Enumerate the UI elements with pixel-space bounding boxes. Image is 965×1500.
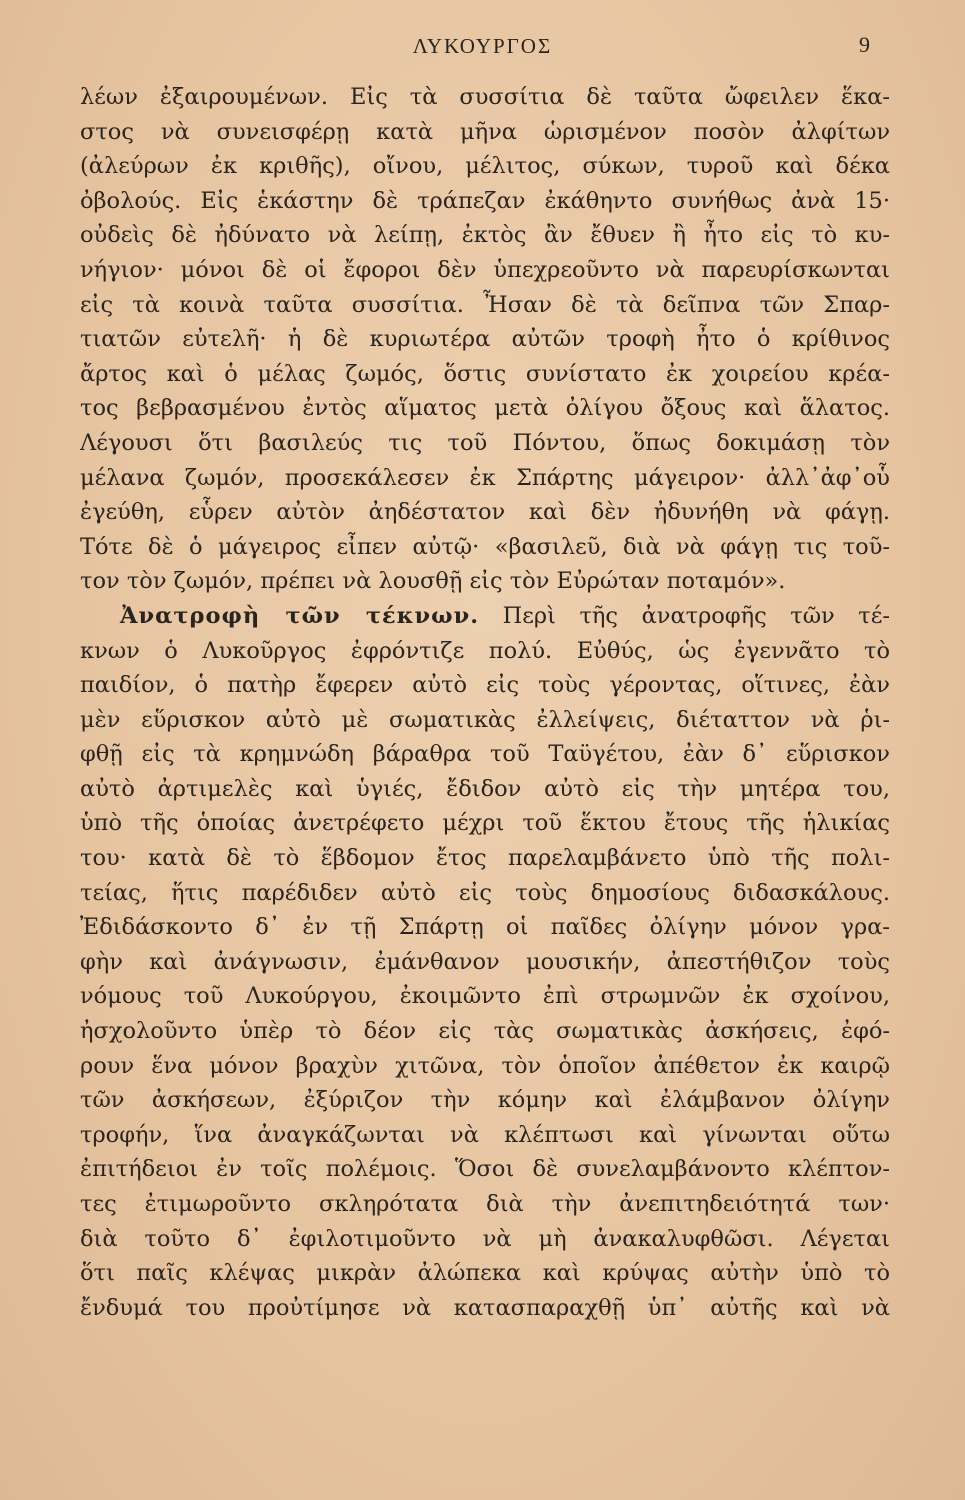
section-heading-line bbox=[80, 599, 890, 634]
section-heading: Ἀνατροφὴ τῶν τέκνων. bbox=[120, 602, 480, 629]
text-line: τες ἐτιμωροῦντο σκληρότατα διὰ τὴν ἀνεπιτηδειότητά των· bbox=[80, 1191, 890, 1217]
text-line: μέλανα ζωμόν, προσεκάλεσεν ἐκ Σπάρτης μάγειρον· ἀλλ᾽ἀφ᾽οὗ bbox=[80, 464, 890, 491]
text-line: ρουν ἕνα μόνον βραχὺν χιτῶνα, τὸν ὁποῖον ἀπέθετον ἐκ καιρῷ bbox=[80, 1052, 890, 1079]
text-line: παιδίον, ὁ πατὴρ ἔφερεν αὐτὸ εἰς τοὺς γέροντας, οἵτινες, ἐὰν bbox=[80, 672, 890, 699]
section-first-text: Περὶ τῆς ἀνατροφῆς τῶν τέ- bbox=[502, 602, 890, 629]
text-line: τροφήν, ἵνα ἀναγκάζωνται νὰ κλέπτωσι καὶ γίνωνται οὕτω bbox=[80, 1121, 890, 1148]
text-line: νήγιον· μόνοι δὲ οἱ ἔφοροι δὲν ὑπεχρεοῦντο νὰ παρευρίσκωνται bbox=[80, 256, 890, 283]
text-line: τος βεβρασμένου ἐντὸς αἵματος μετὰ ὀλίγου ὄξους καὶ ἅλατος. bbox=[80, 395, 890, 422]
text-line: φὴν καὶ ἀνάγνωσιν, ἐμάνθανον μουσικήν, ἀπεστήθιζον τοὺς bbox=[80, 948, 890, 975]
text-line: φθῇ εἰς τὰ κρημνώδη βάραθρα τοῦ Ταϋγέτου, ἐὰν δ᾽ εὕρισκον bbox=[80, 741, 890, 768]
text-line: Τότε δὲ ὁ μάγειρος εἶπεν αὐτῷ· «βασιλεῦ, διὰ νὰ φάγῃ τις τοῦ- bbox=[80, 533, 890, 560]
text-line: τείας, ἥτις παρέδιδεν αὐτὸ εἰς τοὺς δημοσίους διδασκάλους. bbox=[80, 879, 890, 906]
body-text bbox=[80, 80, 890, 1325]
text-line: Ἐδιδάσκοντο δ᾽ ἐν τῇ Σπάρτῃ οἱ παῖδες ὀλίγην μόνον γρα- bbox=[80, 914, 890, 941]
text-line: του· κατὰ δὲ τὸ ἕβδομον ἔτος παρελαμβάνετο ὑπὸ τῆς πολι- bbox=[80, 845, 890, 872]
text-line: ἔνδυμά του προὐτίμησε νὰ κατασπαραχθῇ ὑπ᾽ αὐτῆς καὶ νὰ bbox=[80, 1294, 890, 1321]
text-line: Λέγουσι ὅτι βασιλεύς τις τοῦ Πόντου, ὅπως δοκιμάσῃ τὸν bbox=[80, 429, 890, 456]
text-line: τιατῶν εὐτελῆ· ἡ δὲ κυριωτέρα αὐτῶν τροφὴ ἦτο ὁ κρίθινος bbox=[80, 326, 890, 353]
text-line: λέων ἐξαιρουμένων. Εἰς τὰ συσσίτια δὲ ταῦτα ὤφειλεν ἕκα- bbox=[80, 84, 890, 110]
running-title: ΛΥΚΟΥΡΓΟΣ bbox=[412, 34, 553, 58]
text-line: ἐγεύθη, εὗρεν αὐτὸν ἀηδέστατον καὶ δὲν ἠδυνήθη νὰ φάγῃ. bbox=[80, 499, 890, 526]
text-line: ἠσχολοῦντο ὑπὲρ τὸ δέον εἰς τὰς σωματικὰς ἀσκήσεις, ἐφό- bbox=[80, 1018, 890, 1045]
text-line: ὀβολούς. Εἰς ἑκάστην δὲ τράπεζαν ἐκάθηντο συνήθως ἀνὰ 15· bbox=[80, 187, 890, 214]
text-line: τῶν ἀσκήσεων, ἐξύριζον τὴν κόμην καὶ ἐλάμβανον ὀλίγην bbox=[80, 1087, 890, 1114]
text-line: μὲν εὕρισκον αὐτὸ μὲ σωματικὰς ἐλλείψεις, διέταττον νὰ ῥι- bbox=[80, 706, 890, 733]
page-number: 9 bbox=[859, 32, 870, 57]
text-line: διὰ τοῦτο δ᾽ ἐφιλοτιμοῦντο νὰ μὴ ἀνακαλυφθῶσι. Λέγεται bbox=[80, 1225, 890, 1252]
text-line: νόμους τοῦ Λυκούργου, ἐκοιμῶντο ἐπὶ στρωμνῶν ἐκ σχοίνου, bbox=[80, 983, 890, 1010]
text-line: ὅτι παῖς κλέψας μικρὰν ἀλώπεκα καὶ κρύψας αὐτὴν ὑπὸ τὸ bbox=[80, 1260, 890, 1287]
text-line: αὐτὸ ἀρτιμελὲς καὶ ὑγιές, ἔδιδον αὐτὸ εἰς τὴν μητέρα του, bbox=[80, 775, 890, 802]
text-line: κνων ὁ Λυκοῦργος ἐφρόντιζε πολύ. Εὐθύς, ὡς ἐγεννᾶτο τὸ bbox=[80, 637, 890, 664]
text-line: στος νὰ συνεισφέρῃ κατὰ μῆνα ὡρισμένον ποσὸν ἀλφίτων bbox=[80, 118, 890, 145]
text-line: ἄρτος καὶ ὁ μέλας ζωμός, ὅστις συνίστατο ἐκ χοιρείου κρέα- bbox=[80, 360, 890, 387]
text-line: εἰς τὰ κοινὰ ταῦτα συσσίτια. Ἦσαν δὲ τὰ δεῖπνα τῶν Σπαρ- bbox=[80, 291, 890, 318]
text-line: ὑπὸ τῆς ὁποίας ἀνετρέφετο μέχρι τοῦ ἕκτου ἔτους τῆς ἡλικίας bbox=[80, 810, 890, 837]
text-line: οὐδεὶς δὲ ἠδύνατο νὰ λείπῃ, ἐκτὸς ἂν ἔθυεν ἢ ἦτο εἰς τὸ κυ- bbox=[80, 222, 890, 249]
text-line: τον τὸν ζωμόν, πρέπει νὰ λουσθῇ εἰς τὸν Εὐρώταν ποταμόν». bbox=[80, 568, 786, 595]
text-line: ἐπιτήδειοι ἐν τοῖς πολέμοις. Ὅσοι δὲ συνελαμβάνοντο κλέπτον- bbox=[80, 1156, 890, 1183]
text-line: (ἀλεύρων ἐκ κριθῆς), οἴνου, μέλιτος, σύκων, τυροῦ καὶ δέκα bbox=[80, 153, 890, 180]
